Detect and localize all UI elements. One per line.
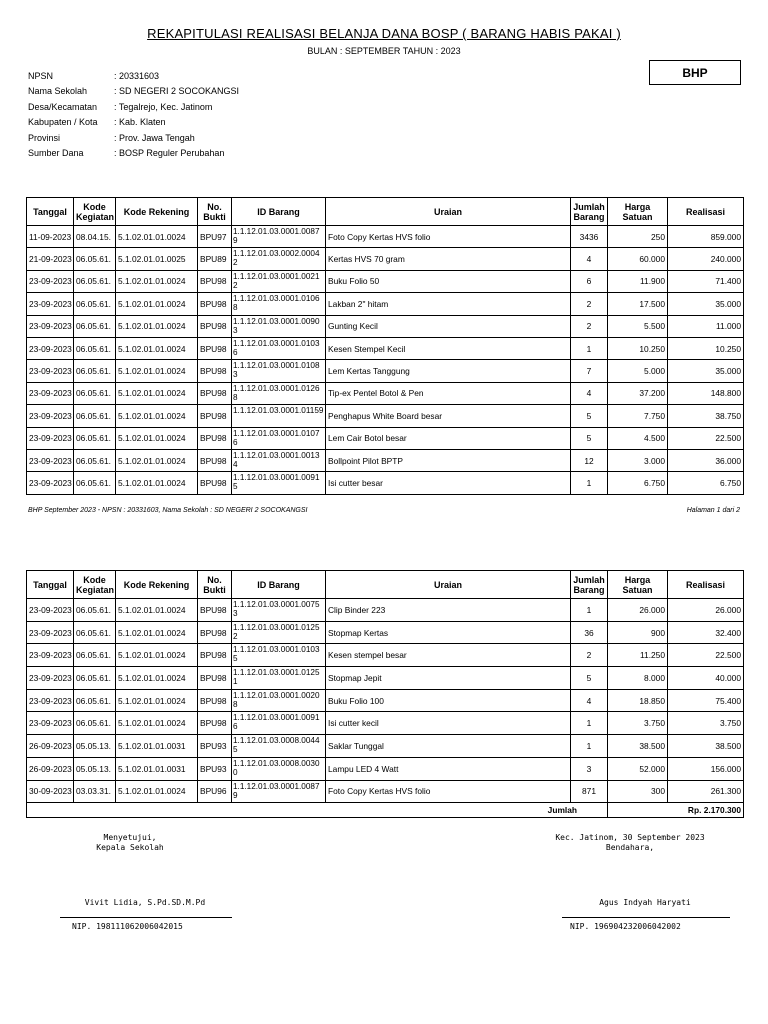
- cell-id-barang: 1.1.12.01.03.0001.01252: [232, 621, 326, 644]
- cell-harga-satuan: 60.000: [608, 248, 668, 270]
- column-header-tanggal: Tanggal: [27, 198, 74, 226]
- info-value: : Kab. Klaten: [114, 117, 166, 128]
- cell-jumlah-barang: 871: [571, 780, 608, 803]
- table-row: [27, 293, 744, 315]
- table-row: [27, 270, 744, 292]
- cell-uraian: Buku Folio 50: [326, 270, 571, 292]
- cell-kode-rekening: 5.1.02.01.01.0024: [116, 599, 198, 622]
- cell-kode-kegiatan: 06.05.61.: [74, 270, 116, 292]
- cell-kode-kegiatan: 06.05.61.: [74, 599, 116, 622]
- cell-jumlah-barang: 5: [571, 427, 608, 449]
- table-row: [27, 689, 744, 712]
- info-value: : Tegalrejo, Kec. Jatinom: [114, 101, 213, 112]
- column-header-harga-satuan: Harga Satuan: [608, 571, 668, 599]
- column-header-realisasi: Realisasi: [668, 198, 744, 226]
- cell-no-bukti: BPU98: [198, 270, 232, 292]
- column-header-uraian: Uraian: [326, 198, 571, 226]
- cell-id-barang: 1.1.12.01.03.0001.01268: [232, 382, 326, 404]
- cell-uraian: Lakban 2" hitam: [326, 293, 571, 315]
- cell-tanggal: 23-09-2023: [27, 337, 74, 359]
- info-label: NPSN: [28, 71, 54, 81]
- principal-title: Kepala Sekolah: [96, 843, 164, 852]
- cell-id-barang: 1.1.12.01.03.0002.00042: [232, 248, 326, 270]
- cell-no-bukti: BPU98: [198, 427, 232, 449]
- cell-jumlah-barang: 1: [571, 472, 608, 494]
- cell-uraian: Stopmap Jepit: [326, 667, 571, 690]
- cell-jumlah-barang: 4: [571, 248, 608, 270]
- cell-kode-rekening: 5.1.02.01.01.0024: [116, 226, 198, 248]
- cell-uraian: Gunting Kecil: [326, 315, 571, 337]
- cell-id-barang: 1.1.12.01.03.0001.01159: [232, 405, 326, 427]
- cell-uraian: Isi cutter kecil: [326, 712, 571, 735]
- info-label: Kabupaten / Kota: [28, 117, 98, 128]
- cell-kode-rekening: 5.1.02.01.01.0031: [116, 757, 198, 780]
- cell-jumlah-barang: 3: [571, 757, 608, 780]
- cell-jumlah-barang: 1: [571, 712, 608, 735]
- expense-table-page-2: [26, 570, 744, 818]
- cell-realisasi: 3.750: [668, 712, 744, 735]
- cell-jumlah-barang: 5: [571, 667, 608, 690]
- cell-kode-rekening: 5.1.02.01.01.0024: [116, 712, 198, 735]
- cell-id-barang: 1.1.12.01.03.0008.00445: [232, 735, 326, 758]
- info-row: [28, 131, 239, 146]
- column-header-kode-rekening: Kode Rekening: [116, 198, 198, 226]
- table-row: [27, 621, 744, 644]
- cell-uraian: Bollpoint Pilot BPTP: [326, 449, 571, 471]
- cell-tanggal: 23-09-2023: [27, 382, 74, 404]
- cell-kode-rekening: 5.1.02.01.01.0024: [116, 780, 198, 803]
- cell-no-bukti: BPU93: [198, 757, 232, 780]
- school-info: [28, 69, 239, 161]
- principal-name: Vivit Lidia, S.Pd.SD.M.Pd: [84, 898, 206, 907]
- cell-id-barang: 1.1.12.01.03.0001.00879: [232, 226, 326, 248]
- cell-realisasi: 10.250: [668, 337, 744, 359]
- cell-tanggal: 23-09-2023: [27, 449, 74, 471]
- cell-jumlah-barang: 2: [571, 644, 608, 667]
- cell-id-barang: 1.1.12.01.03.0001.00903: [232, 315, 326, 337]
- cell-jumlah-barang: 12: [571, 449, 608, 471]
- cell-jumlah-barang: 5: [571, 405, 608, 427]
- cell-no-bukti: BPU89: [198, 248, 232, 270]
- cell-realisasi: 71.400: [668, 270, 744, 292]
- cell-no-bukti: BPU98: [198, 621, 232, 644]
- info-label: Desa/Kecamatan: [28, 101, 98, 112]
- cell-tanggal: 23-09-2023: [27, 644, 74, 667]
- table-row: [27, 315, 744, 337]
- cell-realisasi: 32.400: [668, 621, 744, 644]
- cell-tanggal: 23-09-2023: [27, 360, 74, 382]
- info-row: [28, 115, 239, 130]
- cell-kode-kegiatan: 06.05.61.: [74, 644, 116, 667]
- cell-kode-rekening: 5.1.02.01.01.0024: [116, 667, 198, 690]
- info-label: Sumber Dana: [28, 147, 84, 158]
- cell-jumlah-barang: 4: [571, 689, 608, 712]
- document-subtitle: BULAN : SEPTEMBER TAHUN : 2023: [307, 46, 461, 56]
- cell-kode-kegiatan: 06.05.61.: [74, 382, 116, 404]
- cell-no-bukti: BPU96: [198, 780, 232, 803]
- cell-kode-kegiatan: 06.05.61.: [74, 293, 116, 315]
- cell-id-barang: 1.1.12.01.03.0001.01068: [232, 293, 326, 315]
- cell-jumlah-barang: 2: [571, 315, 608, 337]
- cell-uraian: Foto Copy Kertas HVS folio: [326, 226, 571, 248]
- cell-uraian: Lampu LED 4 Watt: [326, 757, 571, 780]
- column-header-tanggal: Tanggal: [27, 571, 74, 599]
- bhp-badge: BHP: [649, 60, 741, 85]
- expense-table-page-1: [26, 197, 744, 495]
- cell-jumlah-barang: 1: [571, 735, 608, 758]
- cell-tanggal: 23-09-2023: [27, 689, 74, 712]
- principal-nip: NIP. 198111062006042015: [72, 922, 183, 931]
- table-row: [27, 472, 744, 494]
- cell-harga-satuan: 3.750: [608, 712, 668, 735]
- cell-kode-kegiatan: 06.05.61.: [74, 360, 116, 382]
- cell-id-barang: 1.1.12.01.03.0001.00134: [232, 449, 326, 471]
- table-row: [27, 644, 744, 667]
- cell-kode-rekening: 5.1.02.01.01.0024: [116, 689, 198, 712]
- principal-signature-line: [60, 917, 232, 918]
- cell-kode-kegiatan: 06.05.61.: [74, 337, 116, 359]
- cell-tanggal: 23-09-2023: [27, 427, 74, 449]
- cell-uraian: Saklar Tunggal: [326, 735, 571, 758]
- cell-harga-satuan: 17.500: [608, 293, 668, 315]
- cell-kode-rekening: 5.1.02.01.01.0025: [116, 248, 198, 270]
- cell-kode-rekening: 5.1.02.01.01.0024: [116, 360, 198, 382]
- cell-realisasi: 38.500: [668, 735, 744, 758]
- cell-kode-rekening: 5.1.02.01.01.0024: [116, 382, 198, 404]
- column-header-kode-rekening: Kode Rekening: [116, 571, 198, 599]
- info-row: [28, 84, 239, 99]
- column-header-harga-satuan: Harga Satuan: [608, 198, 668, 226]
- cell-no-bukti: BPU98: [198, 360, 232, 382]
- info-value: : 20331603: [114, 71, 160, 81]
- cell-jumlah-barang: 36: [571, 621, 608, 644]
- treasurer-signature-line: [562, 917, 730, 918]
- table-row: [27, 382, 744, 404]
- cell-uraian: Tip-ex Pentel Botol & Pen: [326, 382, 571, 404]
- table-row: [27, 427, 744, 449]
- cell-uraian: Foto Copy Kertas HVS folio: [326, 780, 571, 803]
- cell-harga-satuan: 3.000: [608, 449, 668, 471]
- table-row: [27, 405, 744, 427]
- info-row: [28, 146, 239, 161]
- cell-no-bukti: BPU98: [198, 315, 232, 337]
- cell-kode-kegiatan: 06.05.61.: [74, 405, 116, 427]
- cell-realisasi: 75.400: [668, 689, 744, 712]
- info-label: Nama Sekolah: [28, 86, 88, 97]
- cell-kode-rekening: 5.1.02.01.01.0024: [116, 449, 198, 471]
- table-row: [27, 712, 744, 735]
- cell-id-barang: 1.1.12.01.03.0001.01083: [232, 360, 326, 382]
- cell-tanggal: 23-09-2023: [27, 270, 74, 292]
- info-value: : SD NEGERI 2 SOCOKANGSI: [114, 86, 240, 97]
- place-date: Kec. Jatinom, 30 September 2023: [555, 833, 705, 842]
- cell-harga-satuan: 18.850: [608, 689, 668, 712]
- cell-kode-rekening: 5.1.02.01.01.0024: [116, 644, 198, 667]
- cell-id-barang: 1.1.12.01.03.0001.00916: [232, 712, 326, 735]
- cell-kode-kegiatan: 06.05.61.: [74, 315, 116, 337]
- column-header-jumlah-barang: Jumlah Barang: [571, 198, 608, 226]
- table-row: [27, 360, 744, 382]
- cell-uraian: Isi cutter besar: [326, 472, 571, 494]
- cell-jumlah-barang: 2: [571, 293, 608, 315]
- cell-realisasi: 261.300: [668, 780, 744, 803]
- cell-harga-satuan: 900: [608, 621, 668, 644]
- cell-harga-satuan: 5.000: [608, 360, 668, 382]
- cell-harga-satuan: 6.750: [608, 472, 668, 494]
- cell-jumlah-barang: 3436: [571, 226, 608, 248]
- cell-uraian: Kesen stempel besar: [326, 644, 571, 667]
- table-row: [27, 780, 744, 803]
- cell-no-bukti: BPU98: [198, 712, 232, 735]
- cell-uraian: Clip Binder 223: [326, 599, 571, 622]
- table-header-row: [27, 571, 744, 599]
- cell-uraian: Kertas HVS 70 gram: [326, 248, 571, 270]
- cell-no-bukti: BPU98: [198, 667, 232, 690]
- table-header-row: [27, 198, 744, 226]
- total-label: Jumlah: [27, 803, 608, 818]
- cell-harga-satuan: 8.000: [608, 667, 668, 690]
- table-row: [27, 599, 744, 622]
- info-row: [28, 69, 239, 84]
- total-row: [27, 803, 744, 818]
- cell-kode-kegiatan: 06.05.61.: [74, 712, 116, 735]
- cell-tanggal: 23-09-2023: [27, 472, 74, 494]
- cell-tanggal: 23-09-2023: [27, 293, 74, 315]
- cell-id-barang: 1.1.12.01.03.0001.00212: [232, 270, 326, 292]
- treasurer-nip: NIP. 196904232006042002: [570, 922, 681, 931]
- cell-realisasi: 11.000: [668, 315, 744, 337]
- cell-harga-satuan: 300: [608, 780, 668, 803]
- treasurer-name: Agus Indyah Haryati: [599, 898, 691, 907]
- cell-harga-satuan: 11.900: [608, 270, 668, 292]
- cell-tanggal: 30-09-2023: [27, 780, 74, 803]
- cell-tanggal: 23-09-2023: [27, 667, 74, 690]
- column-header-kode-kegiatan: Kode Kegiatan: [74, 198, 116, 226]
- cell-harga-satuan: 37.200: [608, 382, 668, 404]
- cell-kode-rekening: 5.1.02.01.01.0024: [116, 472, 198, 494]
- page-number: Halaman 1 dari 2: [686, 507, 740, 514]
- cell-tanggal: 23-09-2023: [27, 712, 74, 735]
- cell-jumlah-barang: 4: [571, 382, 608, 404]
- cell-no-bukti: BPU98: [198, 293, 232, 315]
- cell-tanggal: 23-09-2023: [27, 405, 74, 427]
- cell-no-bukti: BPU98: [198, 644, 232, 667]
- info-label: Provinsi: [28, 132, 61, 143]
- table-row: [27, 757, 744, 780]
- cell-kode-kegiatan: 06.05.61.: [74, 449, 116, 471]
- cell-harga-satuan: 38.500: [608, 735, 668, 758]
- approval-label: Menyetujui,: [103, 833, 157, 842]
- info-row: [28, 100, 239, 115]
- cell-uraian: Lem Kertas Tanggung: [326, 360, 571, 382]
- cell-kode-rekening: 5.1.02.01.01.0024: [116, 293, 198, 315]
- cell-tanggal: 23-09-2023: [27, 621, 74, 644]
- cell-harga-satuan: 5.500: [608, 315, 668, 337]
- cell-harga-satuan: 250: [608, 226, 668, 248]
- cell-kode-rekening: 5.1.02.01.01.0024: [116, 621, 198, 644]
- cell-harga-satuan: 11.250: [608, 644, 668, 667]
- cell-no-bukti: BPU98: [198, 337, 232, 359]
- document-title: REKAPITULASI REALISASI BELANJA DANA BOSP ( BARANG HABIS PAKAI ): [147, 26, 621, 41]
- cell-kode-rekening: 5.1.02.01.01.0024: [116, 405, 198, 427]
- cell-tanggal: 26-09-2023: [27, 735, 74, 758]
- cell-uraian: Lem Cair Botol besar: [326, 427, 571, 449]
- cell-uraian: Penghapus White Board besar: [326, 405, 571, 427]
- column-header-jumlah-barang: Jumlah Barang: [571, 571, 608, 599]
- cell-uraian: Kesen Stempel Kecil: [326, 337, 571, 359]
- cell-id-barang: 1.1.12.01.03.0001.00753: [232, 599, 326, 622]
- cell-id-barang: 1.1.12.01.03.0001.00915: [232, 472, 326, 494]
- info-value: : Prov. Jawa Tengah: [114, 132, 195, 143]
- cell-realisasi: 35.000: [668, 293, 744, 315]
- column-header-id-barang: ID Barang: [232, 571, 326, 599]
- cell-id-barang: 1.1.12.01.03.0001.01036: [232, 337, 326, 359]
- table-row: [27, 735, 744, 758]
- cell-realisasi: 38.750: [668, 405, 744, 427]
- cell-id-barang: 1.1.12.01.03.0001.00879: [232, 780, 326, 803]
- cell-no-bukti: BPU98: [198, 599, 232, 622]
- cell-id-barang: 1.1.12.01.03.0001.01035: [232, 644, 326, 667]
- cell-id-barang: 1.1.12.01.03.0001.00208: [232, 689, 326, 712]
- cell-realisasi: 22.500: [668, 644, 744, 667]
- cell-no-bukti: BPU93: [198, 735, 232, 758]
- cell-kode-kegiatan: 08.04.15.: [74, 226, 116, 248]
- cell-kode-kegiatan: 03.03.31.: [74, 780, 116, 803]
- cell-no-bukti: BPU97: [198, 226, 232, 248]
- cell-kode-rekening: 5.1.02.01.01.0024: [116, 337, 198, 359]
- cell-kode-kegiatan: 06.05.61.: [74, 248, 116, 270]
- cell-kode-kegiatan: 06.05.61.: [74, 427, 116, 449]
- column-header-realisasi: Realisasi: [668, 571, 744, 599]
- cell-kode-kegiatan: 06.05.61.: [74, 667, 116, 690]
- cell-kode-kegiatan: 05.05.13.: [74, 735, 116, 758]
- cell-kode-rekening: 5.1.02.01.01.0024: [116, 427, 198, 449]
- cell-tanggal: 26-09-2023: [27, 757, 74, 780]
- table-row: [27, 226, 744, 248]
- cell-no-bukti: BPU98: [198, 382, 232, 404]
- cell-no-bukti: BPU98: [198, 472, 232, 494]
- cell-harga-satuan: 10.250: [608, 337, 668, 359]
- cell-harga-satuan: 52.000: [608, 757, 668, 780]
- cell-kode-kegiatan: 06.05.61.: [74, 689, 116, 712]
- treasurer-title: Bendahara,: [605, 843, 655, 852]
- cell-id-barang: 1.1.12.01.03.0001.01076: [232, 427, 326, 449]
- column-header-id-barang: ID Barang: [232, 198, 326, 226]
- cell-kode-rekening: 5.1.02.01.01.0024: [116, 270, 198, 292]
- page-footer-note: BHP September 2023 - NPSN : 20331603, Nama Sekolah : SD NEGERI 2 SOCOKANGSI: [28, 507, 308, 514]
- cell-tanggal: 11-09-2023: [27, 226, 74, 248]
- cell-kode-rekening: 5.1.02.01.01.0024: [116, 315, 198, 337]
- cell-id-barang: 1.1.12.01.03.0008.00300: [232, 757, 326, 780]
- cell-kode-kegiatan: 05.05.13.: [74, 757, 116, 780]
- column-header-no-bukti: No. Bukti: [198, 571, 232, 599]
- cell-kode-kegiatan: 06.05.61.: [74, 621, 116, 644]
- cell-kode-rekening: 5.1.02.01.01.0031: [116, 735, 198, 758]
- cell-tanggal: 21-09-2023: [27, 248, 74, 270]
- cell-jumlah-barang: 1: [571, 599, 608, 622]
- cell-kode-kegiatan: 06.05.61.: [74, 472, 116, 494]
- cell-uraian: Stopmap Kertas: [326, 621, 571, 644]
- cell-no-bukti: BPU98: [198, 405, 232, 427]
- cell-jumlah-barang: 6: [571, 270, 608, 292]
- total-value: Rp. 2.170.300: [608, 803, 744, 818]
- table-row: [27, 449, 744, 471]
- cell-realisasi: 859.000: [668, 226, 744, 248]
- cell-jumlah-barang: 7: [571, 360, 608, 382]
- cell-realisasi: 22.500: [668, 427, 744, 449]
- table-row: [27, 248, 744, 270]
- cell-tanggal: 23-09-2023: [27, 599, 74, 622]
- cell-jumlah-barang: 1: [571, 337, 608, 359]
- cell-realisasi: 6.750: [668, 472, 744, 494]
- table-row: [27, 667, 744, 690]
- cell-uraian: Buku Folio 100: [326, 689, 571, 712]
- cell-realisasi: 240.000: [668, 248, 744, 270]
- cell-realisasi: 36.000: [668, 449, 744, 471]
- cell-id-barang: 1.1.12.01.03.0001.01251: [232, 667, 326, 690]
- cell-realisasi: 156.000: [668, 757, 744, 780]
- cell-no-bukti: BPU98: [198, 689, 232, 712]
- cell-harga-satuan: 4.500: [608, 427, 668, 449]
- column-header-kode-kegiatan: Kode Kegiatan: [74, 571, 116, 599]
- cell-realisasi: 148.800: [668, 382, 744, 404]
- cell-realisasi: 26.000: [668, 599, 744, 622]
- table-row: [27, 337, 744, 359]
- column-header-uraian: Uraian: [326, 571, 571, 599]
- cell-harga-satuan: 26.000: [608, 599, 668, 622]
- column-header-no-bukti: No. Bukti: [198, 198, 232, 226]
- cell-harga-satuan: 7.750: [608, 405, 668, 427]
- cell-tanggal: 23-09-2023: [27, 315, 74, 337]
- info-value: : BOSP Reguler Perubahan: [114, 147, 225, 158]
- cell-realisasi: 35.000: [668, 360, 744, 382]
- cell-realisasi: 40.000: [668, 667, 744, 690]
- cell-no-bukti: BPU98: [198, 449, 232, 471]
